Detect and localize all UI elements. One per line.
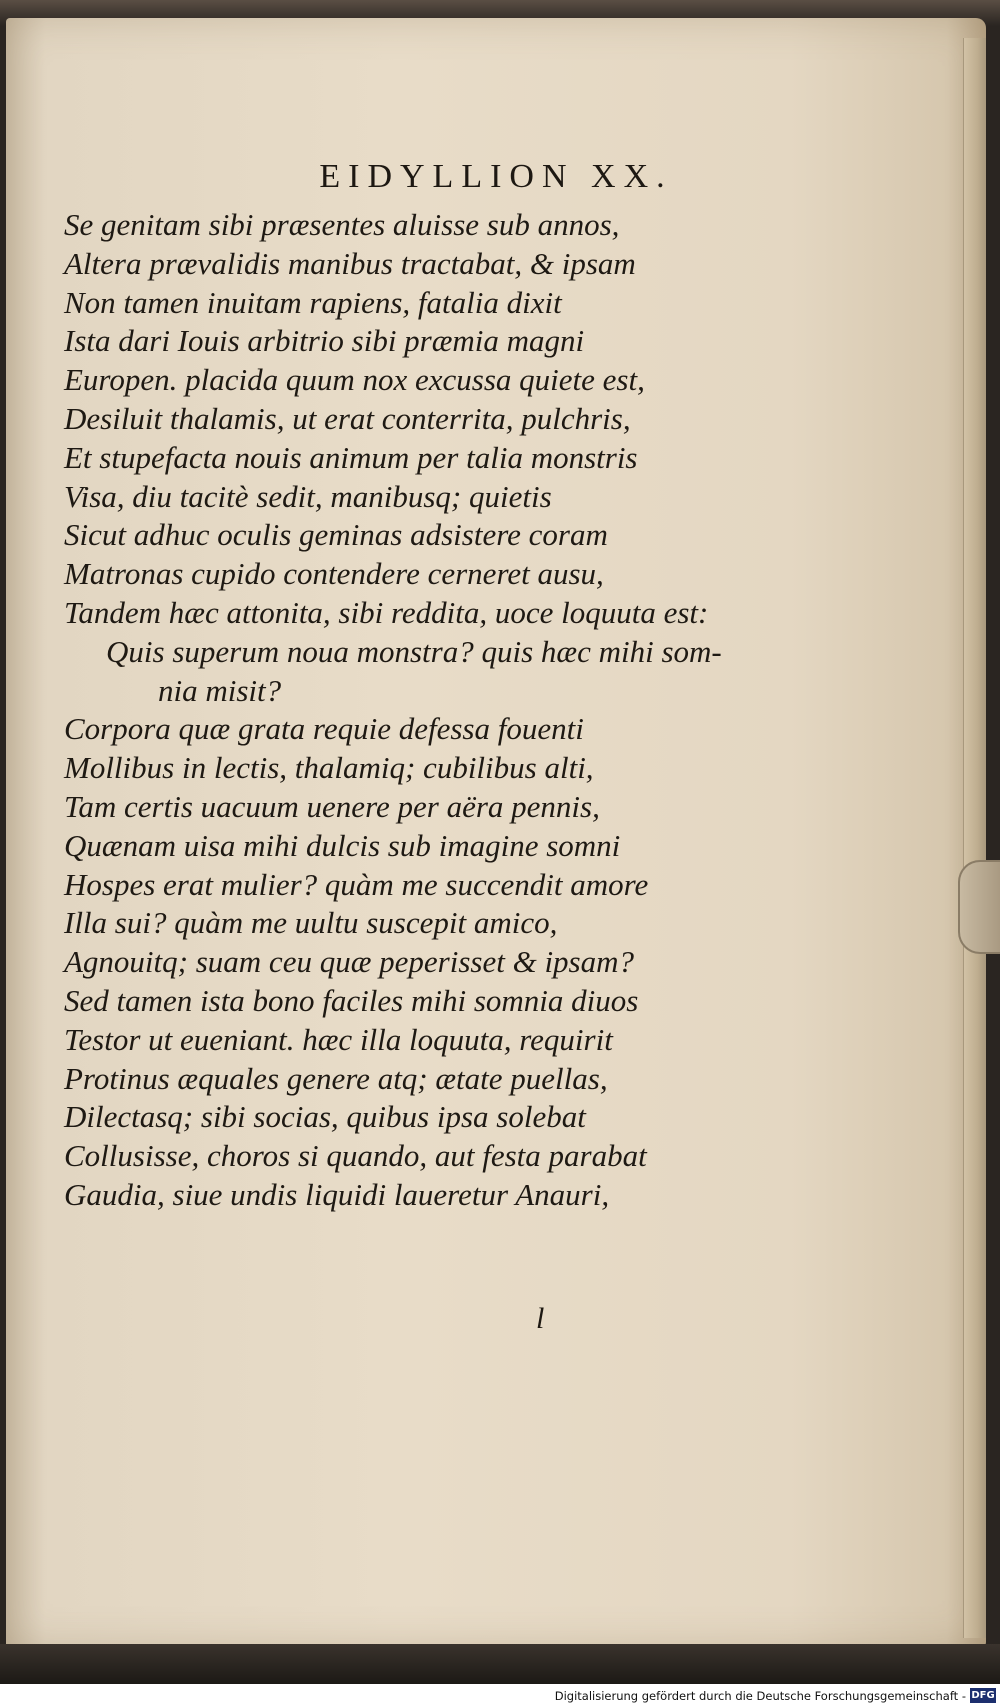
text-line: Collusisse, choros si quando, aut festa parabat bbox=[64, 1138, 647, 1174]
text-line: Agnouitq; suam ceu quæ peperisset & ipsam? bbox=[64, 944, 635, 980]
text-line: Tandem hæc attonita, sibi reddita, uoce loquuta est: bbox=[64, 594, 709, 630]
text-line: Matronas cupido contendere cerneret ausu, bbox=[64, 556, 604, 592]
dfg-logo: DFG bbox=[971, 1690, 995, 1701]
text-line: Corpora quæ grata requie defessa fouenti bbox=[64, 711, 584, 747]
book-clip bbox=[958, 860, 1000, 954]
text-line: Hospes erat mulier? quàm me succendit amore bbox=[64, 866, 649, 902]
text-line: nia misit? bbox=[158, 672, 282, 708]
text-line: Mollibus in lectis, thalamiq; cubilibus alti, bbox=[64, 750, 594, 786]
text-line: Altera prævalidis manibus tractabat, & ipsam bbox=[64, 245, 636, 281]
text-line: Testor ut eueniant. hæc illa loquuta, requirit bbox=[64, 1021, 613, 1057]
page-header: EIDYLLION XX. bbox=[319, 158, 673, 195]
text-line: Protinus æquales genere atq; ætate puellas, bbox=[64, 1060, 608, 1096]
bottom-shadow bbox=[0, 1644, 1000, 1684]
text-line: Ista dari Iouis arbitrio sibi præmia magni bbox=[64, 323, 585, 359]
text-line: Et stupefacta nouis animum per talia monstris bbox=[64, 439, 638, 475]
text-line: Illa sui? quàm me uultu suscepit amico, bbox=[64, 905, 558, 941]
text-line: Visa, diu tacitè sedit, manibusq; quietis bbox=[64, 478, 552, 514]
text-line: Quænam uisa mihi dulcis sub imagine somni bbox=[64, 827, 621, 863]
page-number: l bbox=[536, 1302, 545, 1335]
footer-credit: Digitalisierung gefördert durch die Deutsche Forschungsgemeinschaft - bbox=[554, 1689, 966, 1703]
text-line: Desiluit thalamis, ut erat conterrita, pulchris, bbox=[64, 400, 631, 436]
page-edge bbox=[963, 38, 986, 1638]
text-line: Quis superum noua monstra? quis hæc mihi som- bbox=[106, 633, 722, 669]
text-line: Non tamen inuitam rapiens, fatalia dixit bbox=[64, 284, 562, 320]
book-page bbox=[6, 18, 986, 1648]
text-line: Gaudia, siue undis liquidi laueretur Anauri, bbox=[64, 1176, 610, 1212]
text-line: Dilectasq; sibi socias, quibus ipsa solebat bbox=[64, 1099, 586, 1135]
text-line: Sed tamen ista bono faciles mihi somnia diuos bbox=[64, 982, 639, 1018]
text-line: Tam certis uacuum uenere per aëra pennis, bbox=[64, 788, 600, 824]
poem-text bbox=[64, 206, 864, 1215]
text-line: Sicut adhuc oculis geminas adsistere coram bbox=[64, 517, 608, 553]
text-line: Se genitam sibi præsentes aluisse sub annos, bbox=[64, 207, 620, 242]
footer-bar bbox=[0, 1684, 1000, 1706]
text-line: Europen. placida quum nox excussa quiete est, bbox=[64, 362, 645, 398]
